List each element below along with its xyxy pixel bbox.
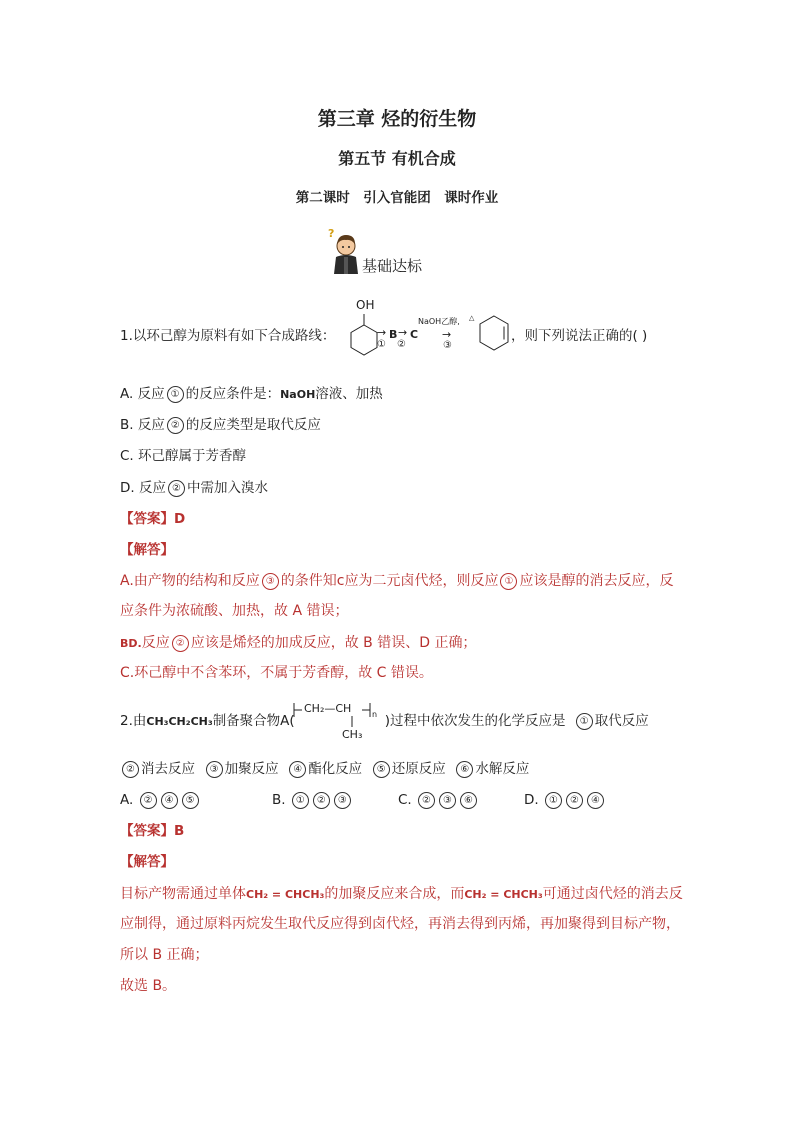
polymer-chain: CH₂—CH	[304, 702, 352, 715]
polymer-structure	[292, 698, 384, 744]
q1-explain-label: 【解答】	[120, 542, 174, 558]
q1-stem	[120, 326, 335, 346]
q1-option-a: A. 反应 ① 的反应条件是：NaOH溶液、加热	[120, 386, 383, 402]
q2-answer: 【答案】B	[120, 823, 185, 839]
q1-explain-line-1: A.由产物的结构和反应 ③ 的条件知c应为二元卤代烃，则反应 ① 应该是醇的消去反应，反	[120, 573, 674, 589]
q2-explain-line-4: 故选 B。	[120, 978, 177, 994]
lesson-title: 第二课时 引入官能团 课时作业	[295, 190, 499, 206]
q2-explain-line-1: 目标产物需通过单体CH₂ = CHCH₃的加聚反应来合成，而CH₂ = CHCH₃可通过卤代烃的消去反	[120, 886, 683, 902]
q2-explain-label: 【解答】	[120, 854, 174, 870]
cyclohexene-structure	[476, 312, 512, 358]
q1-stem-prefix: 1.以环己醇为原料有如下合成路线：	[120, 328, 336, 344]
q2-explain-line-2: 应制得，通过原料丙烷发生取代反应得到卤代烃，再消去得到丙烯，再加聚得到目标产物，	[120, 916, 680, 932]
q2-formula: CH₃CH₂CH₃	[146, 715, 213, 728]
section-title: 第五节 有机合成	[338, 149, 456, 168]
svg-text:?: ?	[328, 227, 335, 240]
q2-option-c: C. ② ③ ⑥	[398, 790, 479, 810]
step2-label: ②	[397, 339, 406, 350]
chapter-title: 第三章 烃的衍生物	[317, 108, 477, 130]
section-badge	[326, 226, 466, 274]
heat-label: △	[469, 314, 475, 322]
q2-option-d: D. ① ② ④	[524, 790, 606, 810]
intermediate-c: C	[410, 328, 419, 341]
q1-option-d: D. 反应 ② 中需加入溴水	[120, 480, 268, 496]
q2-explain-line-3: 所以 B 正确；	[120, 947, 209, 963]
polymer-n: n	[372, 710, 378, 719]
q1-option-c: C. 环己醇属于芳香醇	[120, 448, 247, 464]
q1-scheme: OH → B → C ① ② NaOH乙醇, △ → ③	[342, 296, 482, 362]
q1-option-b: B. 反应 ② 的反应类型是取代反应	[120, 417, 321, 433]
badge-label: 基础达标	[362, 257, 423, 275]
student-thinking-icon	[326, 226, 364, 274]
reagent-label: NaOH乙醇,	[418, 317, 460, 326]
oh-label: OH	[356, 298, 375, 312]
q1-stem-tail	[511, 326, 647, 346]
q1-explain-line-3: BD.反应 ② 应该是烯烃的加成反应，故 B 错误、D 正确；	[120, 635, 477, 651]
step3-label: ③	[443, 340, 452, 351]
step1-label: ①	[377, 339, 386, 350]
polymer-methyl: CH₃	[342, 728, 363, 741]
intermediate-b: B	[389, 328, 398, 341]
q1-stem-suffix: ，则下列说法正确的( )	[511, 328, 648, 344]
q2-stem: 2.由CH₃CH₂CH₃制备聚合物A( )过程中依次发生的化学反应是 ① 取代反应	[120, 713, 649, 729]
q1-explain-line-4: C.环己醇中不含苯环，不属于芳香醇，故 C 错误。	[120, 665, 433, 681]
q2-option-b: B. ① ② ③	[272, 790, 353, 810]
q1-answer: 【答案】D	[120, 511, 186, 527]
q2-reactions: ② 消去反应 ③ 加聚反应 ④ 酯化反应 ⑤ 还原反应 ⑥ 水解反应	[120, 759, 529, 779]
q1-explain-line-2: 应条件为浓硫酸、加热，故 A 错误；	[120, 603, 349, 619]
q2-option-a: A. ② ④ ⑤	[120, 790, 201, 810]
